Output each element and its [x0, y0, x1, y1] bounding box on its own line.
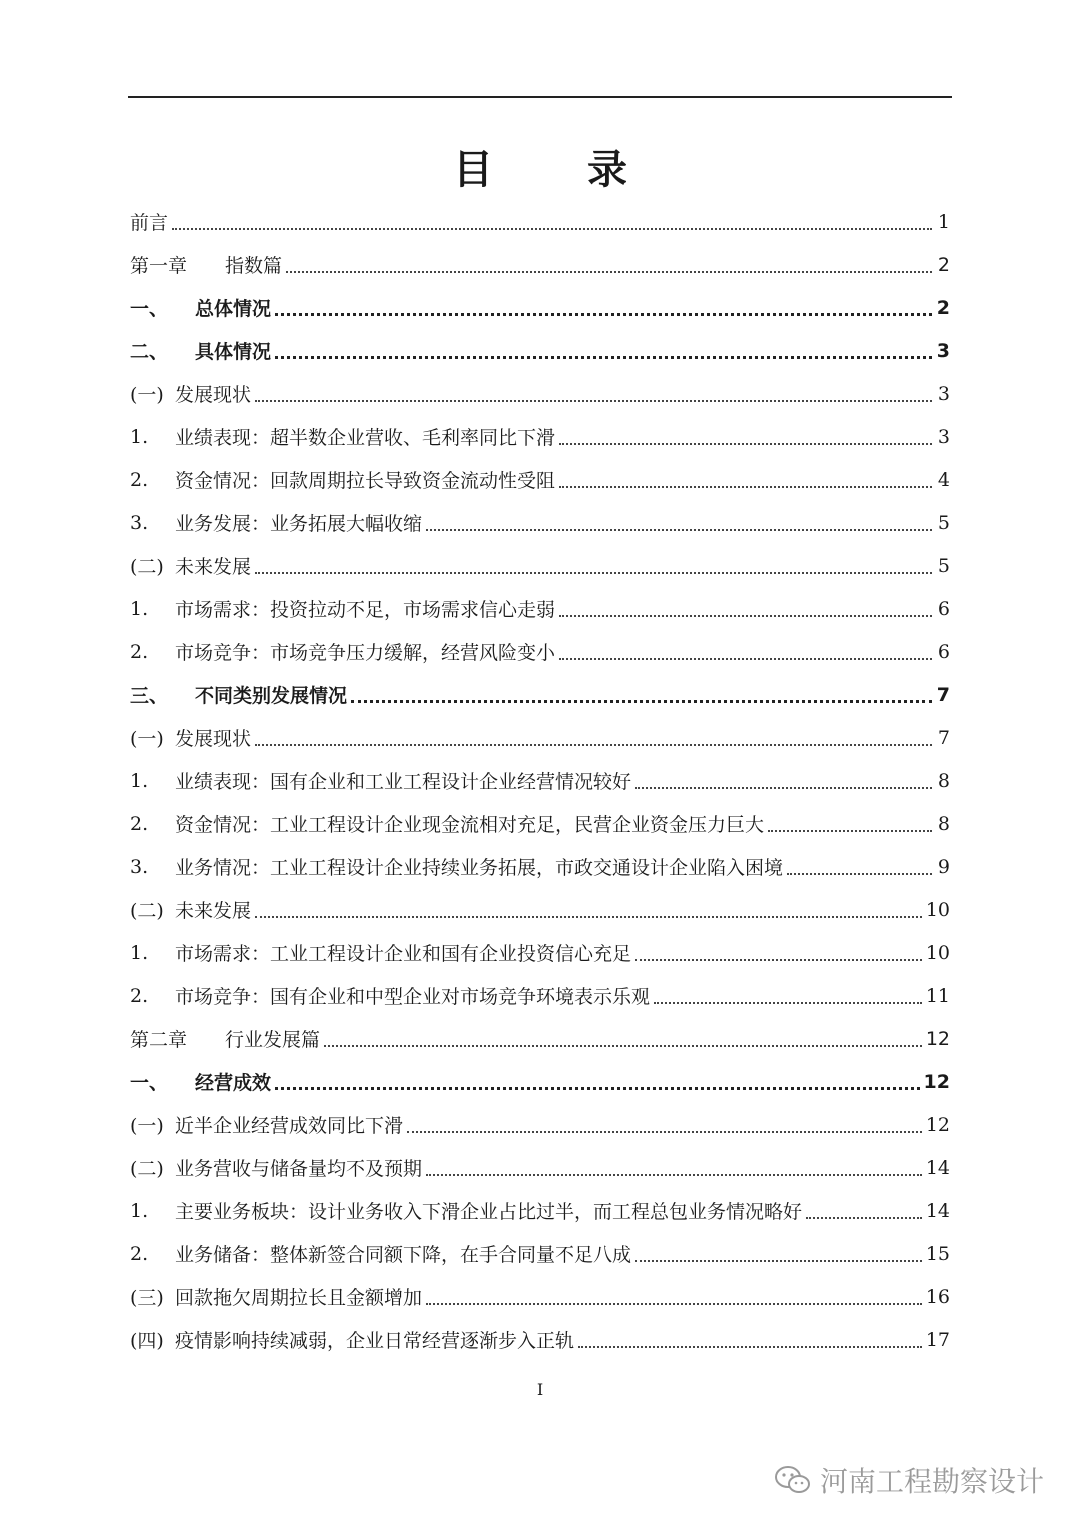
- toc-entry-number: 第一章: [130, 255, 188, 277]
- toc-entry-number: 一、: [130, 298, 169, 320]
- toc-entry-number: 1.: [130, 1199, 149, 1222]
- toc-entry[interactable]: [130, 587, 950, 630]
- toc-entry-number: 2.: [130, 984, 149, 1007]
- toc-entry[interactable]: [130, 1103, 950, 1146]
- toc-entry-page: 15: [925, 1242, 950, 1265]
- dot-leader: [172, 228, 932, 230]
- toc-entry-number: 3.: [130, 511, 149, 534]
- toc-entry-number: 1.: [130, 425, 149, 448]
- toc-entry-label: 业务营收与储备量均不及预期: [175, 1158, 423, 1180]
- toc-entry-label: 业务发展：业务拓展大幅收缩: [175, 513, 423, 535]
- toc-entry-label: 不同类别发展情况: [195, 685, 348, 707]
- toc-entry[interactable]: [130, 673, 950, 716]
- dot-leader: [255, 400, 932, 402]
- dot-leader: [426, 1174, 922, 1176]
- dot-leader: [806, 1217, 922, 1219]
- toc-entry-number: 3.: [130, 855, 149, 878]
- toc-entry[interactable]: [130, 759, 950, 802]
- toc-entry-label: 业务情况：工业工程设计企业持续业务拓展，市政交通设计企业陷入困境: [175, 857, 784, 879]
- toc-entry-page: 7: [936, 683, 950, 706]
- dot-leader: [351, 700, 932, 703]
- toc-entry-number: 1.: [130, 769, 149, 792]
- dot-leader: [559, 615, 932, 617]
- dot-leader: [635, 787, 932, 789]
- watermark: [774, 1460, 1044, 1500]
- dot-leader: [559, 658, 932, 660]
- dot-leader: [426, 1303, 922, 1305]
- dot-leader: [407, 1131, 922, 1133]
- dot-leader: [324, 1045, 922, 1047]
- toc-entry-number: (一): [130, 728, 164, 750]
- toc-entry-number: (一): [130, 384, 164, 406]
- toc-entry-label: 疫情影响持续减弱，企业日常经营逐渐步入正轨: [175, 1330, 575, 1352]
- toc-entry-number: (三): [130, 1287, 164, 1309]
- toc-entry[interactable]: [130, 200, 950, 243]
- toc-entry-page: 3: [937, 382, 950, 405]
- toc-entry-label: 总体情况: [195, 298, 272, 320]
- dot-leader: [654, 1002, 922, 1004]
- toc-entry-label: 发展现状: [175, 728, 252, 750]
- toc-entry[interactable]: [130, 1318, 950, 1361]
- toc-entry-page: 10: [925, 898, 950, 921]
- toc-entry-label: 未来发展: [175, 900, 252, 922]
- dot-leader: [635, 1260, 922, 1262]
- toc-entry[interactable]: [130, 931, 950, 974]
- toc-entry-number: 1.: [130, 941, 149, 964]
- toc-entry[interactable]: [130, 1017, 950, 1060]
- dot-leader: [635, 959, 922, 961]
- toc-entry[interactable]: [130, 845, 950, 888]
- toc-entry-label: 未来发展: [175, 556, 252, 578]
- dot-leader: [578, 1346, 922, 1348]
- toc-entry[interactable]: [130, 1060, 950, 1103]
- toc-entry-number: 第二章: [130, 1029, 188, 1051]
- dot-leader: [275, 313, 932, 316]
- toc-entry[interactable]: [130, 630, 950, 673]
- page-title: 目 录: [453, 147, 667, 193]
- toc-entry-number: 2.: [130, 468, 149, 491]
- toc-entry-page: 12: [923, 1070, 950, 1093]
- dot-leader: [255, 916, 922, 918]
- toc-entry-number: 2.: [130, 812, 149, 835]
- toc-entry-label: 业绩表现：超半数企业营收、毛利率同比下滑: [175, 427, 556, 449]
- toc-entry-page: 5: [937, 554, 950, 577]
- dot-leader: [559, 443, 932, 445]
- toc-entry-label: 经营成效: [195, 1072, 272, 1094]
- toc-entry[interactable]: [130, 716, 950, 759]
- toc-entry-label: 回款拖欠周期拉长且金额增加: [175, 1287, 423, 1309]
- toc-entry-page: 8: [937, 769, 950, 792]
- toc-entry[interactable]: [130, 458, 950, 501]
- toc-entry-number: (二): [130, 1158, 164, 1180]
- header-rule: [128, 96, 952, 98]
- dot-leader: [275, 1087, 920, 1090]
- toc-entry-label: 资金情况：工业工程设计企业现金流相对充足，民营企业资金压力巨大: [175, 814, 765, 836]
- toc-entry-number: 二、: [130, 341, 169, 363]
- toc-entry-page: 2: [937, 253, 950, 276]
- toc-entry-page: 16: [925, 1285, 950, 1308]
- toc-entry-page: 12: [925, 1113, 950, 1136]
- toc-entry[interactable]: [130, 544, 950, 587]
- toc-entry[interactable]: [130, 329, 950, 372]
- page-number: I: [536, 1380, 544, 1399]
- dot-leader: [286, 271, 932, 273]
- toc-entry-page: 6: [937, 640, 950, 663]
- toc-entry-label: 近半企业经营成效同比下滑: [175, 1115, 404, 1137]
- toc-entry[interactable]: [130, 802, 950, 845]
- toc-entry-page: 8: [937, 812, 950, 835]
- toc-entry[interactable]: [130, 974, 950, 1017]
- toc-entry-page: 11: [925, 984, 950, 1007]
- toc-entry-page: 2: [936, 296, 950, 319]
- toc-entry-page: 12: [925, 1027, 950, 1050]
- toc-entry-number: (二): [130, 556, 164, 578]
- toc-entry-number: 一、: [130, 1072, 169, 1094]
- dot-leader: [768, 830, 932, 832]
- dot-leader: [787, 873, 932, 875]
- toc-entry-page: 10: [925, 941, 950, 964]
- toc-entry[interactable]: [130, 372, 950, 415]
- toc-entry[interactable]: [130, 888, 950, 931]
- toc-entry-number: 2.: [130, 1242, 149, 1265]
- toc-entry-label: 市场竞争：市场竞争压力缓解，经营风险变小: [175, 642, 556, 664]
- toc-entry[interactable]: [130, 1146, 950, 1189]
- toc-entry-number: 三、: [130, 685, 169, 707]
- dot-leader: [255, 572, 932, 574]
- toc-entry-label: 前言: [130, 212, 169, 234]
- toc-entry-label: 具体情况: [195, 341, 272, 363]
- toc-entry[interactable]: [130, 1232, 950, 1275]
- toc-entry-number: (一): [130, 1115, 164, 1137]
- toc-entry-label: 业务储备：整体新签合同额下降，在手合同量不足八成: [175, 1244, 632, 1266]
- toc-entry-page: 9: [937, 855, 950, 878]
- toc-entry-page: 6: [937, 597, 950, 620]
- toc-entry-page: 5: [937, 511, 950, 534]
- toc-entry[interactable]: [130, 286, 950, 329]
- toc-entry-number: 2.: [130, 640, 149, 663]
- dot-leader: [255, 744, 932, 746]
- toc-entry-page: 14: [925, 1199, 950, 1222]
- toc-entry-label: 行业发展篇: [225, 1029, 321, 1051]
- toc-entry-label: 市场需求：工业工程设计企业和国有企业投资信心充足: [175, 943, 632, 965]
- toc-entry-label: 指数篇: [225, 255, 283, 277]
- toc-entry[interactable]: [130, 1189, 950, 1232]
- toc-entry-label: 资金情况：回款周期拉长导致资金流动性受阻: [175, 470, 556, 492]
- toc-entry-number: (四): [130, 1330, 164, 1352]
- toc-entry-number: (二): [130, 900, 164, 922]
- toc-entry[interactable]: [130, 1275, 950, 1318]
- toc-entry-page: 3: [936, 339, 950, 362]
- toc-entry-page: 7: [937, 726, 950, 749]
- watermark-text: 河南工程勘察设计: [819, 1465, 1044, 1498]
- toc-entry-page: 14: [925, 1156, 950, 1179]
- toc-entry-label: 市场竞争：国有企业和中型企业对市场竞争环境表示乐观: [175, 986, 651, 1008]
- toc-entry-number: 1.: [130, 597, 149, 620]
- table-of-contents: [130, 200, 950, 1361]
- toc-entry[interactable]: [130, 501, 950, 544]
- toc-entry-label: 业绩表现：国有企业和工业工程设计企业经营情况较好: [175, 771, 632, 793]
- dot-leader: [559, 486, 932, 488]
- toc-entry-label: 发展现状: [175, 384, 252, 406]
- dot-leader: [426, 529, 932, 531]
- toc-entry[interactable]: [130, 243, 950, 286]
- toc-entry[interactable]: [130, 415, 950, 458]
- toc-entry-label: 主要业务板块：设计业务收入下滑企业占比过半，而工程总包业务情况略好: [175, 1201, 803, 1223]
- toc-entry-page: 3: [937, 425, 950, 448]
- toc-entry-page: 17: [925, 1328, 950, 1351]
- toc-entry-page: 1: [937, 210, 950, 233]
- toc-entry-label: 市场需求：投资拉动不足，市场需求信心走弱: [175, 599, 556, 621]
- toc-entry-page: 4: [937, 468, 950, 491]
- wechat-icon: [774, 1464, 812, 1496]
- dot-leader: [275, 356, 932, 359]
